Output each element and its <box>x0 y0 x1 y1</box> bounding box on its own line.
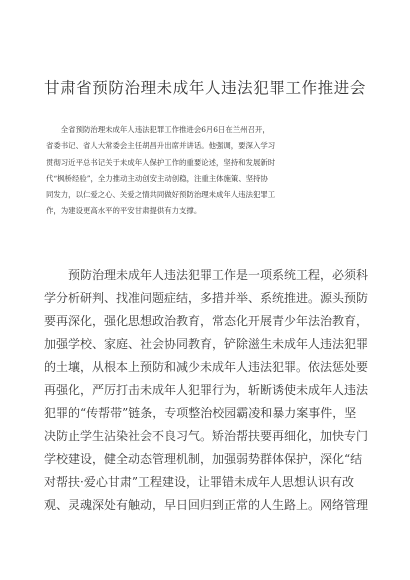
body-line: 再强化，严厉打击未成年人犯罪行为，斩断诱使未成年人违法 <box>44 383 368 397</box>
body-line: 加强学校、家庭、社会协同教育，铲除滋生未成年人违法犯罪 <box>44 337 368 351</box>
summary-line: 省委书记、省人大常委会主任胡昌升出席并讲话。他强调，要深入学习 <box>46 141 276 151</box>
summary-line: 代“枫桥经验”，全力推动主动创安主动创稳，注重主体施策、坚持协 <box>46 173 268 183</box>
summary-line: 同发力，以仁爱之心、关爱之情共同做好预防治理未成年人违法犯罪工 <box>46 190 276 200</box>
body-line: 观、灵魂深处有触动，早日回归到正常的人生路上。网络管理 <box>44 498 368 512</box>
summary-line: 贯彻习近平总书记关于未成年人保护工作的重要论述，坚持和发展新时 <box>46 157 276 167</box>
body-line: 预防治理未成年人违法犯罪工作是一项系统工程，必须科 <box>44 268 368 282</box>
body-line: 学校建设，健全动态管理机制，加强弱势群体保护，深化“结 <box>44 452 363 466</box>
body-line: 犯罪的“传帮带”链条，专项整治校园霸凌和暴力案事件，坚 <box>44 406 357 420</box>
summary-line: 作，为建设更高水平的平安甘肃提供有力支撑。 <box>46 206 202 216</box>
body-line: 决防止学生沾染社会不良习气。矫治帮扶要再细化，加快专门 <box>44 429 368 443</box>
body-line: 对帮扶·爱心甘肃”工程建设，让罪错未成年人思想认识有改 <box>44 475 354 489</box>
body-line: 要再深化，强化思想政治教育，常态化开展青少年法治教育， <box>44 314 368 328</box>
document-title: 甘肃省预防治理未成年人违法犯罪工作推进会 <box>43 79 366 97</box>
body-paragraph <box>44 264 368 517</box>
body-line: 的土壤，从根本上预防和减少未成年人违法犯罪。依法惩处要 <box>44 360 368 374</box>
body-line: 学分析研判、找准问题症结，多措并举、系统推进。源头预防 <box>44 291 368 305</box>
summary-paragraph <box>46 122 364 220</box>
summary-line: 全省预防治理未成年人违法犯罪工作推进会6月6日在兰州召开， <box>46 125 270 134</box>
